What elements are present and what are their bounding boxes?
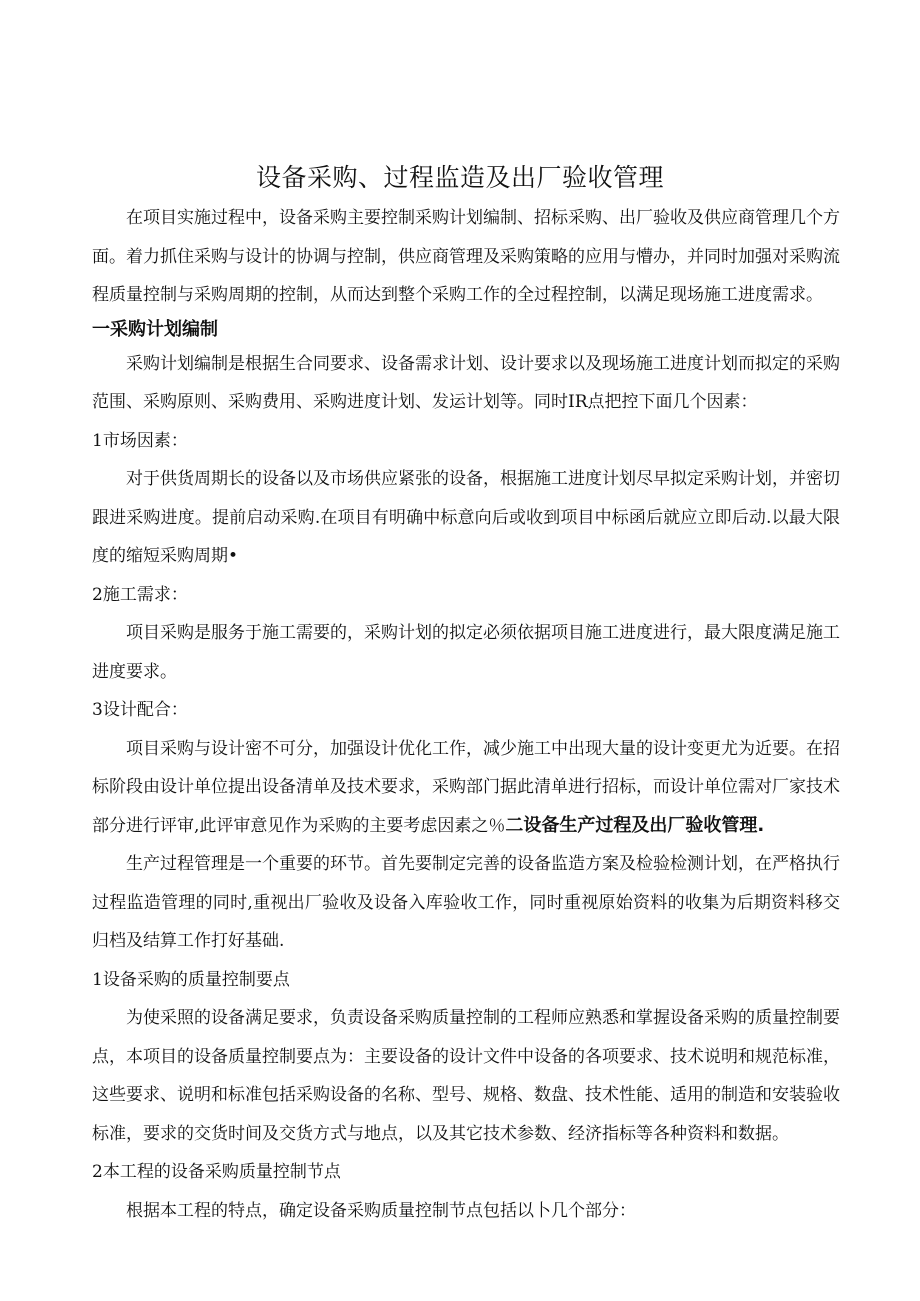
section-heading-procurement-plan: 一采购计划编制 (92, 318, 218, 340)
item-text-quality-points: 为使采照的设备满足要求，负责设备采购质量控制的工程师应熟悉和掌握设备采购的质量控制要点，本项目的设备质量控制要点为：主要设备的设计文件中设备的各项要求、技术说明和规范标准，这些要求、说明和标准包括采购设备的名称、型号、规格、数盘、技术性能、适用的制造和安装验收标准，要求的交货时间及交货方式与地点，以及其它技术参数、经济指标等各种资料和数据。 (92, 1008, 840, 1144)
procurement-plan-paragraph: 采购计划编制是根据生合同要求、设备需求计划、设计要求以及现场施工进度计划而拟定的采购范围、采购原则、采购费用、采购进度计划、发运计划等。同时IR点把控下面几个因素： (92, 353, 840, 412)
item-label-construction: 2施工需求： (92, 584, 188, 605)
item-text-construction: 项目采购是服务于施工需要的，采购计划的拟定必须依据项目施工进度进行，最大限度满足施工进度要求。 (92, 623, 840, 682)
document-title: 设备采购、过程监造及出厂验收管理 (255, 163, 664, 192)
item-text-design (92, 730, 840, 846)
intro-paragraph: 在项目实施过程中，设备采购主要控制采购计划编制、招标采购、出厂验收及供应商管理几个方面。着力抓住采购与设计的协调与控制，供应商管理及采购策略的应用与懵办，并同时加强对采购流程质量控制与采购周期的控制，从而达到整个采购工作的全过程控制，以满足现场施工进度需求。 (92, 208, 840, 305)
item-text-quality-nodes: 根据本工程的特点，确定设备采购质量控制节点包括以卜几个部分： (126, 1200, 636, 1221)
item-label-design: 3设计配合： (92, 700, 188, 720)
item-label-quality-points: 1设备采购的质量控制要点 (92, 969, 290, 990)
production-process-paragraph: 生产过程管理是一个重要的环节。首先要制定完善的设备监造方案及检验检测计划，在严格执行过程监造管理的同时,重视出厂验收及设备入库验收工作，同时重视原始资料的收集为后期资料移交归档及结算工作打好基础. (92, 854, 840, 951)
item-text-market: 对于供货周期长的设备以及市场供应紧张的设备，根据施工进度计划尽早拟定采购计划，并密切跟进采购进度。提前启动采购.在项目有明确中标意向后或收到项目中标函后就应立即后动.以最大限度的缩短采购周期• (92, 469, 840, 566)
design-paragraph-text: 项目采购与设计密不可分，加强设计优化工作，减少施工中出现大量的设计变更尤为近要。在招标阶段由设计单位提出设备清单及技术要求，采购部门据此清单进行招标，而设计单位需对厂家技术部分进行评审,此评审意见作为采购的主要考虑因素之％ (92, 738, 840, 836)
item-label-quality-nodes: 2本工程的设备采购质量控制节点 (92, 1162, 341, 1182)
section-heading-production-process: 二设备生产过程及出厂验收管理. (505, 814, 765, 836)
document-body (92, 199, 840, 1230)
item-label-market: 1市场因素： (92, 430, 188, 451)
